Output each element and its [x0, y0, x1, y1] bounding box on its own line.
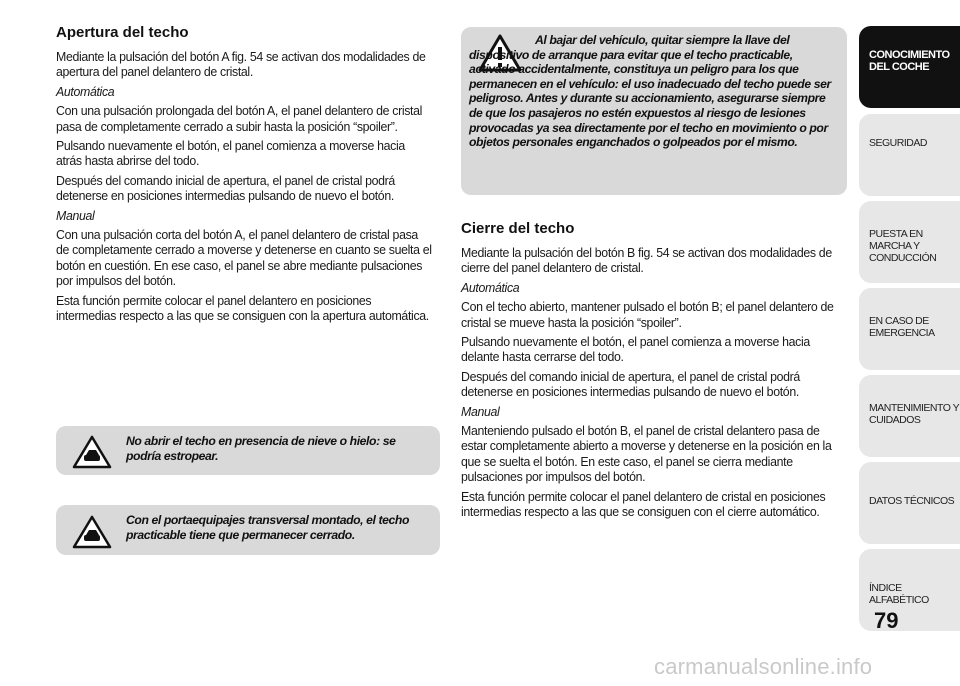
cierre-auto-p1: Con el techo abierto, mantener pulsado el botón B; el panel delantero de cristal se mueve hasta la posición “spoiler”.: [461, 300, 834, 330]
danger-warning-content: Al bajar del vehículo, quitar siempre la llave del dispositivo de arranque para evitar que el techo practicable, activado accidentalmente, constituya un peligro para los que permanecen en el vehículo: el uso inadecuado del techo puede ser peligroso. Antes y durante su accionamiento, asegurarse siempre de que los pasajeros no estén expuestos al riesgo de lesiones provocadas ya sea directamente por el techo en movimiento o por objetos personales enganchados o golpeados por el mismo.: [469, 33, 831, 150]
tab-seguridad[interactable]: [859, 114, 960, 196]
car-warning-icon: [72, 515, 112, 549]
watermark: carmanualsonline.info: [654, 654, 873, 679]
apertura-manual-p1: Con una pulsación corta del botón A, el panel delantero de cristal pasa de completamente cerrado a moverse y detenerse en cuanto se suelta el botón en cuestión. En ese caso, el panel se abre mediante pulsaciones por impulsos del botón.: [56, 228, 432, 289]
note-nieve: [56, 426, 440, 475]
cierre-manual-p1: Manteniendo pulsado el botón B, el panel de cristal delantero pasa de estar completamente abierto a moverse y detenerse en la posición en la que se suelta el botón. En este caso, el panel se cierra mediante pulsaciones por impulsos del botón.: [461, 424, 832, 485]
tab-label: MANTENIMIENTO Y CUIDADOS: [869, 402, 959, 426]
tab-label: ÍNDICE ALFABÉTICO: [869, 582, 929, 606]
tab-conocimiento-del-coche[interactable]: [859, 26, 960, 108]
tab-label: CONOCIMIENTO DEL COCHE: [869, 49, 950, 73]
apertura-auto-p2: Pulsando nuevamente el botón, el panel comienza a moverse hacia atrás hasta abrirse del todo.: [56, 139, 405, 169]
cierre-auto-label: Automática: [461, 280, 520, 295]
apertura-intro: Mediante la pulsación del botón A fig. 54 se activan dos modalidades de apertura del panel delantero de cristal.: [56, 50, 426, 80]
note-portaequipajes: [56, 505, 440, 555]
note-nieve-text: No abrir el techo en presencia de nieve o hielo: se podría estropear.: [126, 434, 396, 463]
tab-datos-tecnicos[interactable]: [859, 462, 960, 544]
cierre-manual-p2: Esta función permite colocar el panel delantero de cristal en posiciones intermedias respecto a las que se consiguen con el cierre automático.: [461, 489, 826, 520]
tab-label: EN CASO DE EMERGENCIA: [869, 315, 935, 339]
tab-label: DATOS TÉCNICOS: [869, 495, 955, 507]
danger-warning-text: [469, 33, 841, 150]
cierre-auto-p2: Pulsando nuevamente el botón, el panel comienza a moverse hacia delante hasta cerrarse del todo.: [461, 335, 810, 365]
car-warning-icon: [72, 435, 112, 469]
tab-emergencia[interactable]: [859, 288, 960, 370]
note-portaequipajes-text: Con el portaequipajes transversal montado, el techo practicable tiene que permanecer cerrado.: [126, 513, 410, 542]
tab-label: SEGURIDAD: [869, 137, 927, 149]
section-title-cierre: Cierre del techo: [461, 220, 575, 237]
page-number: 79: [874, 608, 899, 633]
apertura-auto-label: Automática: [56, 84, 115, 99]
tab-label: PUESTA EN MARCHA Y CONDUCCIÓN: [869, 228, 937, 264]
apertura-manual-p2: Esta función permite colocar el panel delantero en posiciones intermedias respecto a las que se consiguen con la apertura automática.: [56, 293, 429, 324]
apertura-auto-p1: Con una pulsación prolongada del botón A, el panel delantero de cristal pasa de completamente cerrado a subir hasta la posición “spoiler”.: [56, 104, 423, 134]
danger-warning-box: [461, 27, 847, 195]
cierre-manual-label: Manual: [461, 404, 500, 419]
cierre-intro: Mediante la pulsación del botón B fig. 54 se activan dos modalidades de cierre del panel delantero de cristal.: [461, 246, 832, 276]
apertura-auto-p3: Después del comando inicial de apertura, el panel de cristal podrá detenerse en posiciones intermedias pulsando de nuevo el botón.: [56, 173, 395, 204]
tab-mantenimiento[interactable]: [859, 375, 960, 457]
tab-puesta-en-marcha[interactable]: [859, 201, 960, 283]
cierre-auto-p3: Después del comando inicial de apertura, el panel de cristal podrá detenerse en posiciones intermedias pulsando de nuevo el botón.: [461, 369, 800, 400]
apertura-manual-label: Manual: [56, 208, 95, 223]
section-title-apertura: Apertura del techo: [56, 24, 189, 41]
